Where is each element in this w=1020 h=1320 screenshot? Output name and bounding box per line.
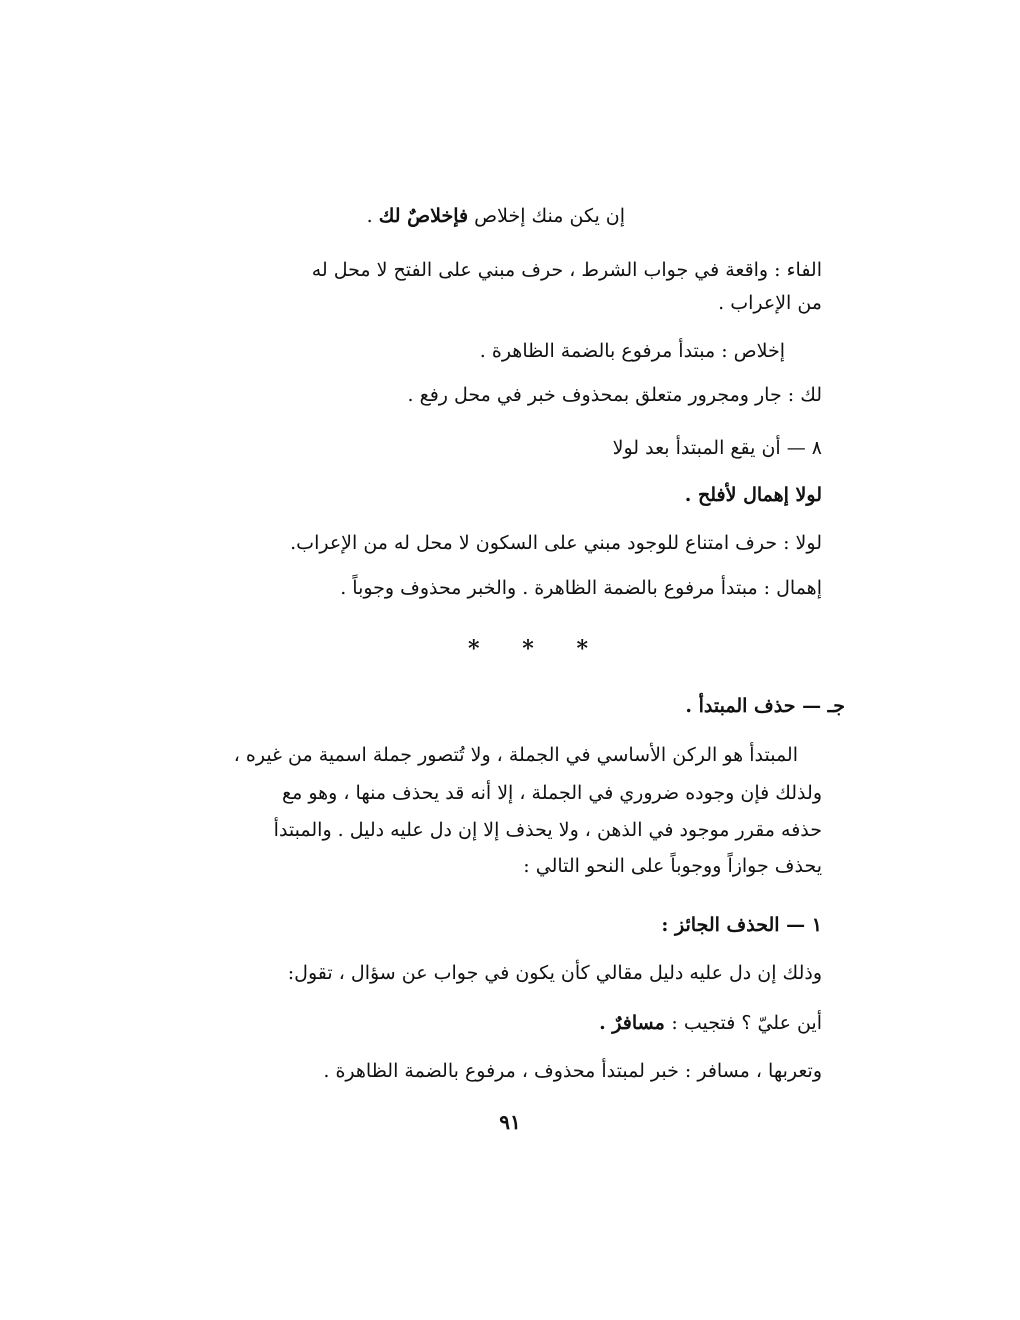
analysis-fa-line2: من الإعراب . xyxy=(718,292,822,314)
section-separator xyxy=(468,636,588,662)
subsection-1-text: وذلك إن دل عليه دليل مقالي كأن يكون في جواب عن سؤال ، تقول: xyxy=(287,962,822,984)
example-sentence xyxy=(367,203,625,229)
rule-8-analysis-ihmal: إهمال : مبتدأ مرفوع بالضمة الظاهرة . والخبر محذوف وجوباً . xyxy=(340,577,822,599)
example-question: أين عليّ ؟ فتجيب : xyxy=(671,1012,822,1034)
section-c-paragraph-line: المبتدأ هو الركن الأساسي في الجملة ، ولا تُتصور جملة اسمية من غيره ، xyxy=(233,744,798,766)
subsection-1-heading: ١ — الحذف الجائز : xyxy=(661,914,822,936)
analysis-ikhlas: إخلاص : مبتدأ مرفوع بالضمة الظاهرة . xyxy=(479,340,785,362)
section-c-paragraph-line: يحذف جوازاً ووجوباً على النحو التالي : xyxy=(523,855,822,877)
subsection-1-analysis: وتعربها ، مسافر : خبر لمبتدأ محذوف ، مرفوع بالضمة الظاهرة . xyxy=(323,1060,822,1082)
section-c-paragraph-line: حذفه مقرر موجود في الذهن ، ولا يحذف إلا إن دل عليه دليل . والمبتدأ xyxy=(273,819,822,841)
rule-8-analysis-lawla: لولا : حرف امتناع للوجود مبني على السكون لا محل له من الإعراب. xyxy=(290,532,822,554)
separator-star: * xyxy=(576,636,588,662)
example-answer: مسافرٌ . xyxy=(599,1012,672,1034)
example-sentence-bold: فإخلاصٌ لك xyxy=(378,205,469,227)
subsection-1-example xyxy=(599,1010,822,1036)
page-number: ٩١ xyxy=(499,1110,521,1134)
example-sentence-end: . xyxy=(366,205,379,227)
analysis-fa-line1: الفاء : واقعة في جواب الشرط ، حرف مبني على الفتح لا محل له xyxy=(311,259,822,281)
rule-8-example: لولا إهمال لأفلح . xyxy=(684,484,822,506)
section-c-heading: جـ — حذف المبتدأ . xyxy=(685,695,845,717)
rule-8-heading: ٨ — أن يقع المبتدأ بعد لولا xyxy=(612,437,822,459)
section-c-paragraph-line: ولذلك فإن وجوده ضروري في الجملة ، إلا أنه قد يحذف منها ، وهو مع xyxy=(282,782,822,804)
example-sentence-part: إن يكن منك إخلاص xyxy=(468,205,625,227)
separator-star: * xyxy=(522,636,534,662)
separator-star: * xyxy=(468,636,480,662)
analysis-laka: لك : جار ومجرور متعلق بمحذوف خبر في محل رفع . xyxy=(407,384,822,406)
